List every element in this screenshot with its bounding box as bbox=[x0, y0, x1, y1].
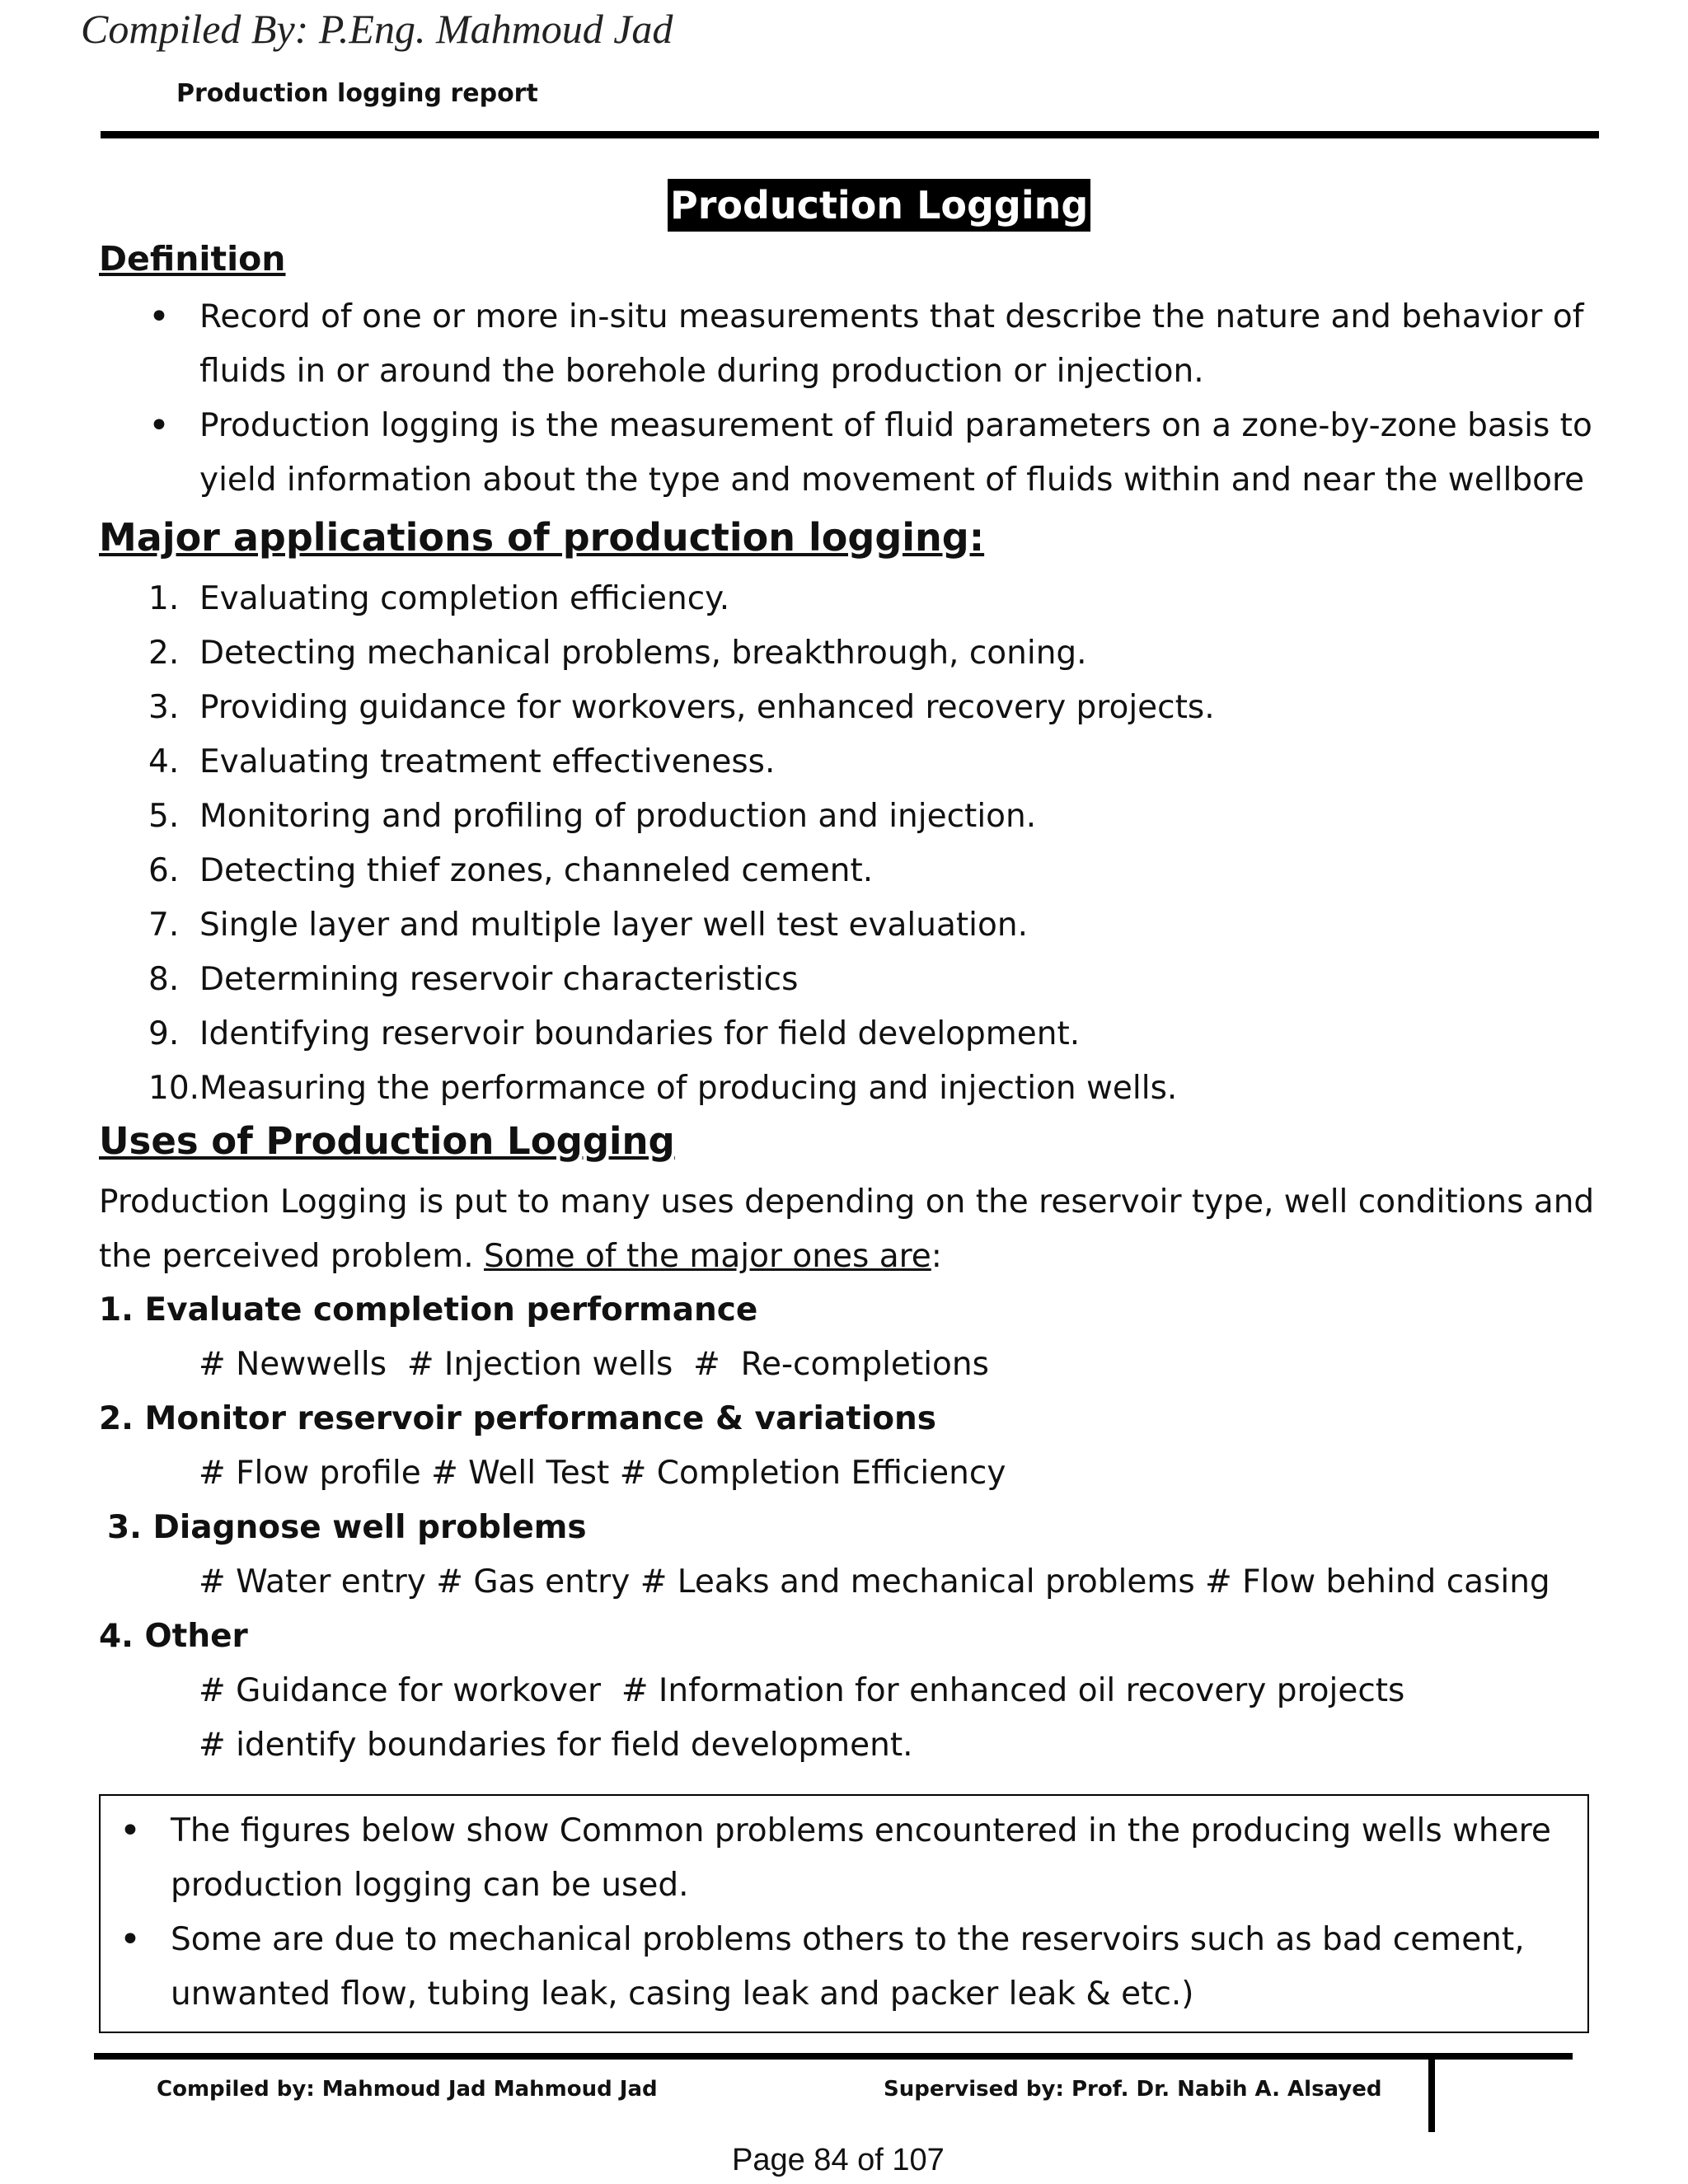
item-text: Evaluating treatment effectiveness. bbox=[199, 743, 776, 780]
category-title: 2. Monitor reservoir performance & variations bbox=[99, 1400, 936, 1437]
header-rule bbox=[101, 131, 1599, 138]
category-title: 4. Other bbox=[99, 1618, 248, 1655]
category-line: # Flow profile # Well Test # Completion Efficiency bbox=[199, 1455, 1006, 1492]
item-number: 2. bbox=[148, 635, 180, 672]
category-line: # identify boundaries for field development. bbox=[199, 1727, 913, 1764]
item-number: 10. bbox=[148, 1070, 200, 1107]
footer-supervised-by: Supervised by: Prof. Dr. Nabih A. Alsayed bbox=[884, 2077, 1382, 2102]
list-item bbox=[144, 735, 1215, 790]
page-number: Page 84 of 107 bbox=[732, 2143, 945, 2177]
definition-line: fluids in or around the borehole during production or injection. bbox=[199, 353, 1204, 390]
item-number: 3. bbox=[148, 689, 180, 726]
item-number: 4. bbox=[148, 743, 180, 780]
item-text: Single layer and multiple layer well test evaluation. bbox=[199, 907, 1028, 944]
list-item bbox=[144, 953, 1215, 1007]
definition-item bbox=[144, 399, 1611, 508]
list-item bbox=[144, 626, 1215, 681]
compiled-by-header: Compiled By: P.Eng. Mahmoud Jad bbox=[81, 6, 673, 52]
uses-intro-colon: : bbox=[931, 1238, 942, 1275]
item-number: 7. bbox=[148, 907, 180, 944]
item-text: Monitoring and profiling of production and injection. bbox=[199, 798, 1037, 835]
note-item bbox=[115, 1913, 1551, 2022]
list-item bbox=[144, 1062, 1215, 1116]
footer-divider bbox=[1428, 2058, 1435, 2132]
uses-intro bbox=[99, 1175, 1594, 1284]
item-number: 1. bbox=[148, 580, 180, 617]
uses-heading: Uses of Production Logging bbox=[99, 1119, 675, 1163]
category-title: 1. Evaluate completion performance bbox=[99, 1291, 758, 1329]
item-text: Determining reservoir characteristics bbox=[199, 961, 799, 998]
list-item bbox=[144, 572, 1215, 626]
definition-line: yield information about the type and movement of fluids within and near the wellbore bbox=[199, 462, 1585, 499]
list-item bbox=[144, 1007, 1215, 1062]
footer-rule bbox=[94, 2053, 1573, 2060]
definition-list bbox=[144, 290, 1611, 508]
item-number: 9. bbox=[148, 1015, 180, 1052]
uses-intro-line: the perceived problem. bbox=[99, 1238, 484, 1275]
note-line: The figures below show Common problems encountered in the producing wells where bbox=[171, 1812, 1551, 1849]
list-item bbox=[144, 681, 1215, 735]
category-line: # Newwells # Injection wells # Re-completions bbox=[199, 1346, 989, 1383]
definition-line: Production logging is the measurement of fluid parameters on a zone-by-zone basis to bbox=[199, 407, 1592, 444]
category-line: # Water entry # Gas entry # Leaks and mechanical problems # Flow behind casing bbox=[199, 1563, 1550, 1601]
uses-intro-line: Production Logging is put to many uses depending on the reservoir type, well conditions and bbox=[99, 1183, 1595, 1221]
note-item bbox=[115, 1804, 1551, 1913]
uses-intro-underlined: Some of the major ones are bbox=[484, 1238, 931, 1275]
footer-compiled-by: Compiled by: Mahmoud Jad Mahmoud Jad bbox=[157, 2077, 658, 2102]
note-line: Some are due to mechanical problems others to the reservoirs such as bad cement, bbox=[171, 1921, 1525, 1958]
item-number: 8. bbox=[148, 961, 180, 998]
item-text: Identifying reservoir boundaries for field development. bbox=[199, 1015, 1081, 1052]
item-number: 6. bbox=[148, 852, 180, 889]
report-title: Production logging report bbox=[176, 79, 538, 108]
item-number: 5. bbox=[148, 798, 180, 835]
list-item bbox=[144, 844, 1215, 898]
item-text: Providing guidance for workovers, enhanced recovery projects. bbox=[199, 689, 1215, 726]
list-item bbox=[144, 790, 1215, 844]
item-text: Detecting thief zones, channeled cement. bbox=[199, 852, 874, 889]
applications-heading: Major applications of production logging: bbox=[99, 515, 985, 560]
list-item bbox=[144, 898, 1215, 953]
item-text: Detecting mechanical problems, breakthrough, coning. bbox=[199, 635, 1087, 672]
item-text: Measuring the performance of producing and injection wells. bbox=[199, 1070, 1178, 1107]
applications-list bbox=[144, 572, 1215, 1116]
category-title: 3. Diagnose well problems bbox=[107, 1509, 587, 1546]
note-line: unwanted flow, tubing leak, casing leak and packer leak & etc.) bbox=[171, 1975, 1194, 2013]
category-line: # Guidance for workover # Information for enhanced oil recovery projects bbox=[199, 1672, 1405, 1709]
page-title: Production Logging bbox=[668, 179, 1090, 232]
definition-heading: Definition bbox=[99, 239, 286, 279]
note-line: production logging can be used. bbox=[171, 1867, 689, 1904]
notes-list bbox=[115, 1804, 1551, 2022]
item-text: Evaluating completion efficiency. bbox=[199, 580, 730, 617]
definition-item bbox=[144, 290, 1611, 399]
definition-line: Record of one or more in-situ measurements that describe the nature and behavior of bbox=[199, 298, 1584, 335]
